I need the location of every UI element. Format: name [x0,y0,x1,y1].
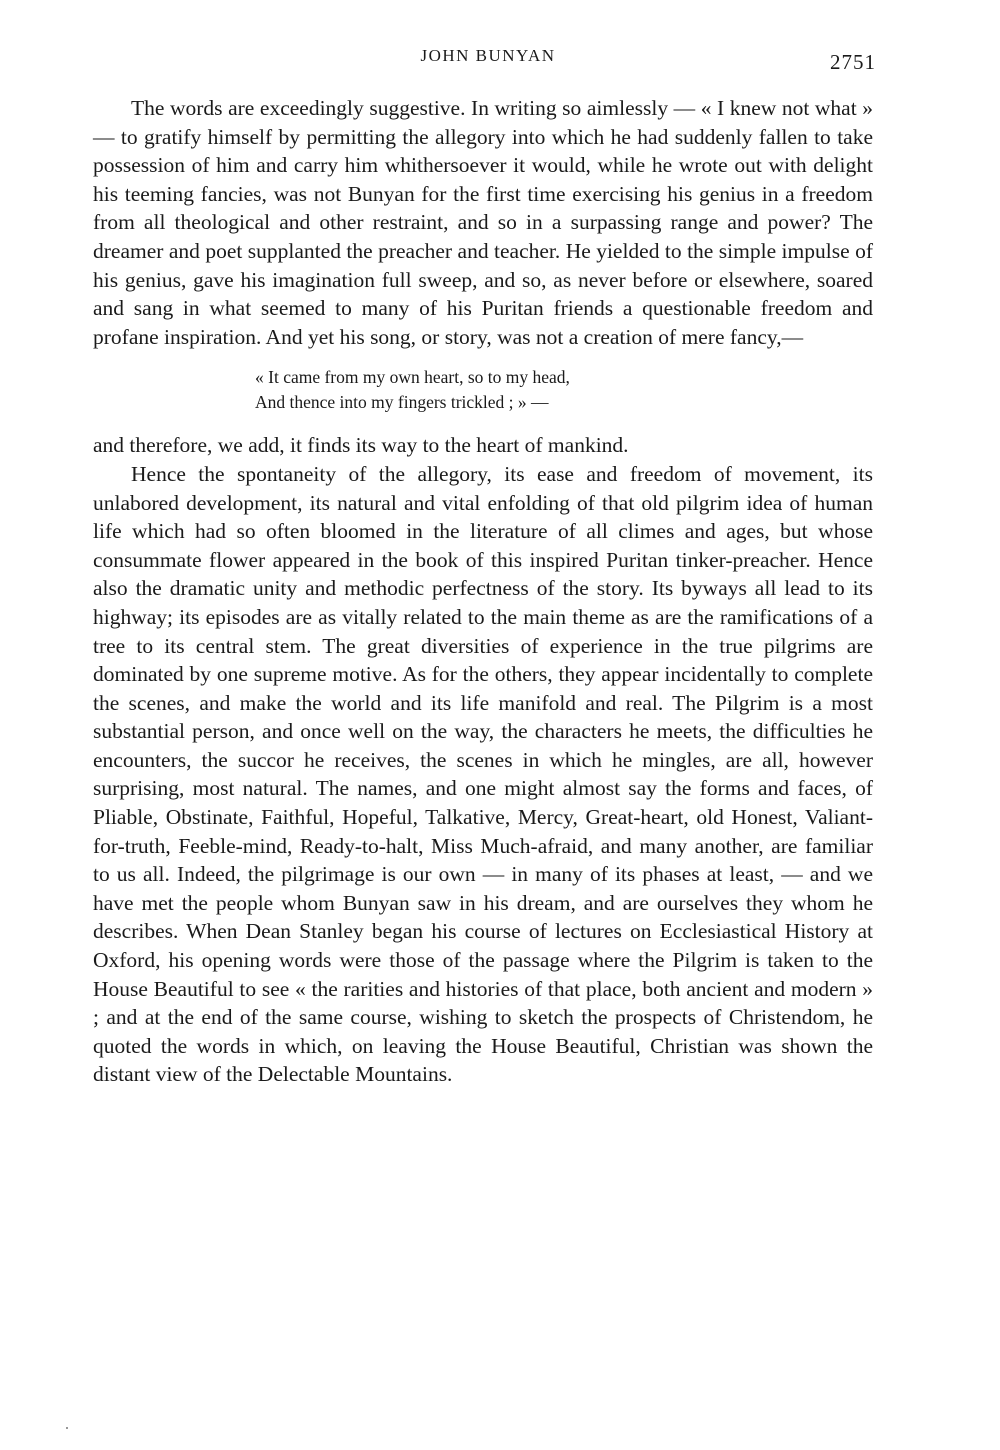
paragraph-1: The words are exceedingly suggestive. In writing so aimlessly — « I knew not what » — to gratify himself by permitting the allegory into which he had suddenly fallen to take possession of him and carry him whithersoever it would, while he wrote out with delight his teeming fancies, was not Bunyan for the first time exercising his genius in a freedom from all theological and other restraint, and so in a surpassing range and power? The dreamer and poet supplanted the preacher and teacher. He yielded to the simple impulse of his genius, gave his imagination full sweep, and so, as never before or elsewhere, soared and sang in what seemed to many of his Puritan friends a questionable freedom and profane inspiration. And yet his song, or story, was not a creation of mere fancy,— [93,96,873,349]
verse-line-2: And thence into my fingers trickled ; » — [255,392,549,413]
body-text [93,94,873,1089]
scan-speck [66,1427,68,1429]
verse-quotation [255,365,873,415]
paragraph-2: and therefore, we add, it finds its way to the heart of mankind. [93,433,629,458]
verse-line-1: « It came from my own heart, so to my head, [255,367,570,388]
running-title: JOHN BUNYAN [420,46,556,65]
paragraph-3: Hence the spontaneity of the allegory, its ease and freedom of movement, its unlabored development, its natural and vital enfolding of that old pilgrim idea of human life which had so often bloomed in the literature of all climes and ages, but whose consummate flower appeared in the book of this inspired Puritan tinker-preacher. Hence also the dramatic unity and methodic perfectness of the story. Its byways all lead to its highway; its episodes are as vitally related to the main theme as are the ramifications of a tree to its central stem. The great diversities of experience in the true pilgrims are dominated by one supreme motive. As for the others, they appear incidentally to complete the scenes, and make the world and its life manifold and real. The Pilgrim is a most substantial person, and once well on the way, the characters he meets, the difficulties he encounters, the succor he receives, the scenes in which he mingles, are all, however surprising, most natural. The names, and one might almost say the forms and faces, of Pliable, Obstinate, Faithful, Hopeful, Talkative, Mercy, Great-heart, old Honest, Valiant-for-truth, Feeble-mind, Ready-to-halt, Miss Much-afraid, and many another, are familiar to us all. Indeed, the pilgrimage is our own — in many of its phases at least, — and we have met the people whom Bunyan saw in his dream, and are ourselves they whom he describes. When Dean Stanley began his course of lectures on Ecclesiastical History at Oxford, his opening words were those of the passage where the Pilgrim is taken to the House Beautiful to see « the rarities and histories of that place, both ancient and modern » ; and at the end of the same course, wishing to sketch the prospects of Christendom, he quoted the words in which, on leaving the House Beautiful, Christian was shown the distant view of the Delectable Mountains. [93,461,873,1087]
page-number: 2751 [830,50,876,74]
